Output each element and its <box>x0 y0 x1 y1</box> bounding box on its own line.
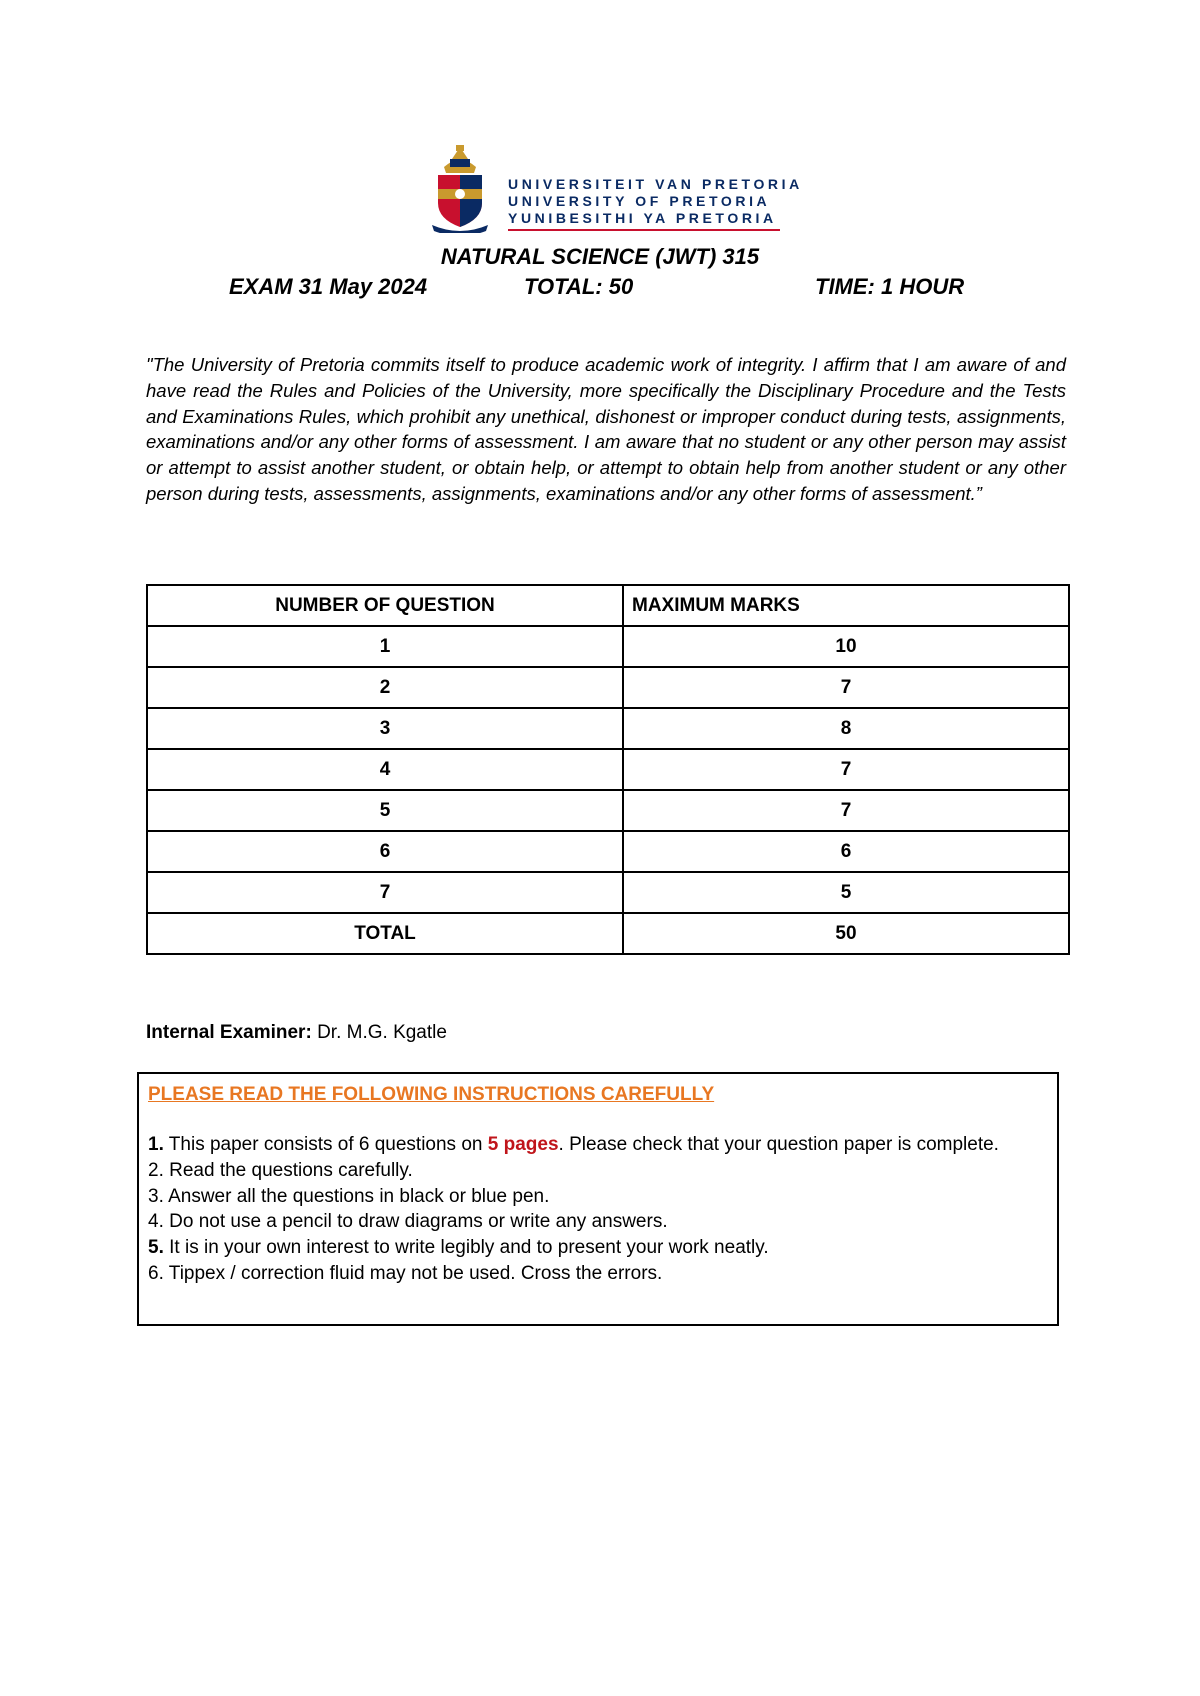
column-header-marks: MAXIMUM MARKS <box>623 585 1069 626</box>
instruction-number: 2. <box>148 1159 164 1181</box>
instruction-number: 3. <box>148 1185 164 1207</box>
instruction-text: Answer all the questions in black or blue pen. <box>168 1185 550 1207</box>
instruction-item <box>148 1261 1049 1287</box>
exam-title: NATURAL SCIENCE (JWT) 315 <box>440 244 760 269</box>
instruction-text: This paper consists of 6 questions on <box>168 1134 483 1155</box>
exam-time: TIME: 1 HOUR <box>815 274 965 299</box>
logo-divider <box>508 229 780 231</box>
page-count-highlight: 5 pages <box>487 1134 559 1155</box>
instruction-number: 5. <box>148 1237 164 1259</box>
max-marks: 8 <box>623 708 1069 749</box>
question-number: 2 <box>147 667 623 708</box>
instruction-text: It is in your own interest to write legibly and to present your work neatly. <box>169 1237 769 1259</box>
max-marks: 7 <box>623 749 1069 790</box>
instruction-number: 1. <box>148 1134 164 1155</box>
instructions-heading: PLEASE READ THE FOLLOWING INSTRUCTIONS CAREFULLY <box>148 1084 715 1105</box>
max-marks: 7 <box>623 790 1069 831</box>
question-number: 6 <box>147 831 623 872</box>
max-marks: 10 <box>623 626 1069 667</box>
instruction-item <box>148 1209 1049 1235</box>
examiner-name: Dr. M.G. Kgatle <box>317 1022 447 1043</box>
question-number: 1 <box>147 626 623 667</box>
marks-table <box>146 584 1070 955</box>
question-number: 7 <box>147 872 623 913</box>
question-number: 3 <box>147 708 623 749</box>
instruction-item <box>148 1132 1049 1158</box>
table-row <box>147 626 1069 667</box>
total-value: 50 <box>623 913 1069 954</box>
instructions-box <box>137 1072 1059 1326</box>
table-header-row <box>147 585 1069 626</box>
instruction-number: 6. <box>148 1262 164 1284</box>
instruction-item <box>148 1184 1049 1210</box>
total-label: TOTAL <box>147 913 623 954</box>
table-row <box>147 872 1069 913</box>
instruction-item <box>148 1235 1049 1261</box>
table-row <box>147 831 1069 872</box>
university-name-sepedi: YUNIBESITHI YA PRETORIA <box>508 210 777 226</box>
university-name-english: UNIVERSITY OF PRETORIA <box>508 193 771 209</box>
instruction-text: . Please check that your question paper is complete. <box>558 1134 999 1155</box>
instruction-text: Do not use a pencil to draw diagrams or write any answers. <box>169 1211 668 1233</box>
table-row <box>147 708 1069 749</box>
crest-icon <box>430 145 490 233</box>
university-logo <box>430 145 803 235</box>
column-header-question: NUMBER OF QUESTION <box>147 585 623 626</box>
instruction-text: Read the questions carefully. <box>169 1159 413 1181</box>
university-name-afrikaans: UNIVERSITEIT VAN PRETORIA <box>508 176 803 192</box>
exam-date: EXAM 31 May 2024 <box>229 274 428 299</box>
instruction-text: Tippex / correction fluid may not be used. Cross the errors. <box>168 1262 663 1284</box>
instruction-number: 4. <box>148 1211 164 1233</box>
table-total-row <box>147 913 1069 954</box>
table-row <box>147 749 1069 790</box>
integrity-pledge: "The University of Pretoria commits itself to produce academic work of integrity. I affirm that I am aware of and have read the Rules and Policies of the University, more specifically the Disciplinary Procedure and the Tests and Examinations Rules, which prohibit any unethical, dishonest or improper conduct during tests, assignments, examinations and/or any other forms of assessment. I am aware that no student or any other person may assist or attempt to assist another student, or obtain help, or attempt to obtain help from another student or any other person during tests, assessments, assignments, examinations and/or any other forms of assessment.” <box>146 354 1066 504</box>
examiner-label: Internal Examiner: <box>146 1022 312 1043</box>
question-number: 5 <box>147 790 623 831</box>
max-marks: 5 <box>623 872 1069 913</box>
max-marks: 6 <box>623 831 1069 872</box>
internal-examiner <box>146 1022 447 1044</box>
max-marks: 7 <box>623 667 1069 708</box>
table-row <box>147 790 1069 831</box>
question-number: 4 <box>147 749 623 790</box>
exam-total: TOTAL: 50 <box>524 274 634 299</box>
instruction-item <box>148 1158 1049 1184</box>
table-row <box>147 667 1069 708</box>
